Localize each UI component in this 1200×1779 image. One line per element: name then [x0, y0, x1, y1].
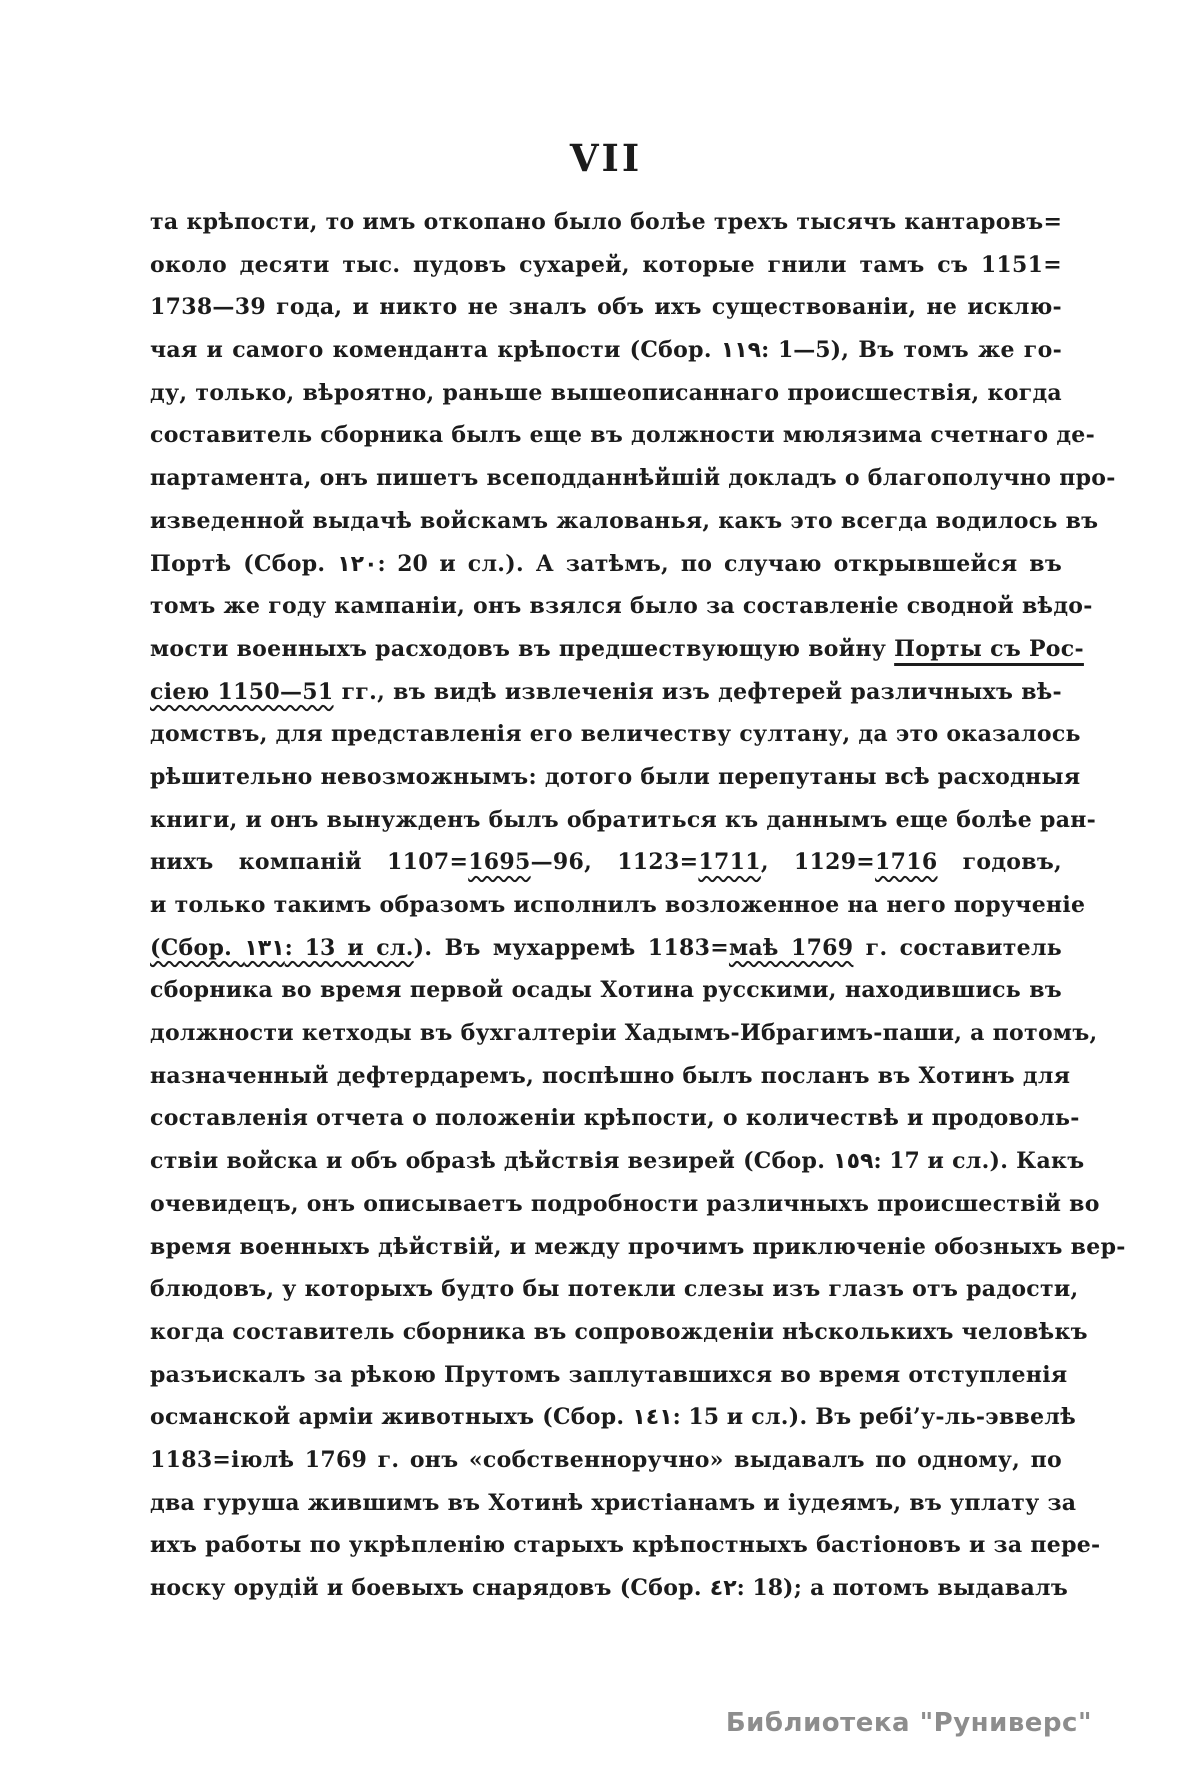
underlined-text-segment: Порты съ Рос-	[894, 635, 1084, 662]
text-line	[150, 1183, 1100, 1226]
text-segment: время военныхъ дѣйствій, и между прочимъ приключеніе обозныхъ вер-	[150, 1233, 1126, 1260]
text-segment: ду, только, вѣроятно, раньше вышеописаннаго происшествія, когда	[150, 379, 1062, 406]
text-segment: мости военныхъ расходовъ въ предшествующую войну	[150, 635, 895, 662]
text-line	[150, 329, 1062, 372]
underlined-text-segment: сіею 1150—51	[150, 678, 334, 705]
text-line	[150, 756, 1081, 799]
library-watermark: Библиотека "Руниверс"	[725, 1708, 1092, 1738]
text-segment: изведенной выдачѣ войскамъ жалованья, какъ это всегда водилось въ	[150, 507, 1099, 534]
text-segment: разъискалъ за рѣкою Прутомъ заплутавшихся во время отступленія	[150, 1361, 1068, 1388]
underlined-text-segment: (Сбор. ١٣١: 13 и сл.	[150, 934, 414, 961]
text-segment: должности кетходы въ бухгалтеріи Хадымъ-Ибрагимъ-паши, а потомъ,	[150, 1020, 1098, 1047]
underlined-text-segment: маѣ 1769	[728, 934, 854, 961]
text-line	[150, 457, 1116, 500]
text-segment: около десяти тыс. пудовъ сухарей, которые гнили тамъ съ 1151=	[150, 251, 1062, 278]
text-segment: составленія отчета о положеніи крѣпости, о количествѣ и продоволь-	[150, 1105, 1080, 1132]
text-segment: два гуруша жившимъ въ Хотинѣ христіанамъ и іудеямъ, въ уплату за	[150, 1489, 1077, 1516]
text-line	[150, 1439, 1062, 1482]
page-number-heading: VII	[569, 136, 643, 180]
text-segment: томъ же году кампаніи, онъ взялся было за составленіе сводной вѣдо-	[150, 593, 1093, 620]
text-segment: г. составитель	[853, 934, 1062, 961]
text-segment: 1738—39 года, и никто не зналъ объ ихъ существованіи, не исклю-	[150, 294, 1062, 321]
text-segment: сборника во время первой осады Хотина русскими, находившись въ	[150, 977, 1062, 1004]
text-line	[150, 1524, 1101, 1567]
text-line	[150, 884, 1086, 927]
text-segment: годовъ,	[937, 849, 1062, 876]
text-segment: та крѣпости, то имъ откопано было болѣе трехъ тысячъ кантаровъ=	[150, 209, 1063, 235]
text-line	[150, 1482, 1077, 1525]
text-line	[150, 1268, 1079, 1311]
text-segment: и только такимъ образомъ исполнилъ возложенное на него порученіе	[150, 892, 1086, 918]
text-segment: чая и самого коменданта крѣпости (Сбор. ١١٩: 1—5), Въ томъ же го-	[150, 337, 1062, 364]
text-line	[150, 244, 1062, 287]
text-segment: , 1129=	[760, 849, 876, 876]
underlined-text-segment: 1716	[875, 849, 938, 876]
text-line	[150, 1012, 1098, 1055]
text-segment: домствъ, для представленія его величеству султану, да это оказалось	[150, 721, 1081, 748]
text-line	[150, 286, 1062, 329]
text-segment: когда составитель сборника въ сопровожденіи нѣсколькихъ человѣкъ	[150, 1318, 1088, 1345]
text-segment: партамента, онъ пишетъ всеподданнѣйшій докладъ о благополучно про-	[150, 465, 1116, 492]
text-segment: —96, 1123=	[530, 849, 699, 876]
text-segment: 1183=іюлѣ 1769 г. онъ «собственноручно» выдавалъ по одному, по	[150, 1446, 1062, 1473]
text-line	[150, 671, 1062, 714]
text-line	[150, 585, 1093, 628]
text-line	[150, 841, 1062, 884]
text-segment: блюдовъ, у которыхъ будто бы потекли слезы изъ глазъ отъ радости,	[150, 1276, 1079, 1303]
text-segment: османской арміи животныхъ (Сбор. ١٤١: 15 и сл.). Въ ребі’у-ль-эввелѣ	[150, 1404, 1077, 1431]
text-segment: рѣшительно невозможнымъ: дотого были перепутаны всѣ расходныя	[150, 763, 1081, 790]
text-line	[150, 1354, 1068, 1397]
text-line	[150, 414, 1096, 457]
text-segment: носку орудій и боевыхъ снарядовъ (Сбор. ٤٢: 18); а потомъ выдавалъ	[150, 1575, 1069, 1601]
text-segment: назначенный дефтердаремъ, поспѣшно былъ посланъ въ Хотинъ для	[150, 1062, 1071, 1089]
text-line	[150, 969, 1062, 1012]
text-block	[150, 201, 1126, 1610]
text-line	[150, 628, 1084, 671]
text-line	[150, 1140, 1085, 1183]
text-line	[150, 799, 1097, 842]
text-segment: нихъ компаній 1107=	[150, 849, 469, 876]
text-segment: ихъ работы по укрѣпленію старыхъ крѣпостныхъ бастіоновъ и за пере-	[150, 1532, 1101, 1559]
text-segment: ствіи войска и объ образѣ дѣйствія везирей (Сбор. ١٥٩: 17 и сл.). Какъ	[150, 1148, 1085, 1175]
text-line	[150, 713, 1081, 756]
text-line	[150, 1097, 1080, 1140]
text-segment: составитель сборника былъ еще въ должности мюлязима счетнаго де-	[150, 422, 1096, 449]
text-line	[150, 1396, 1077, 1439]
underlined-text-segment: 1695	[468, 849, 531, 876]
text-line	[150, 372, 1062, 415]
text-line	[150, 927, 1062, 970]
text-line	[150, 1055, 1071, 1098]
text-segment: очевидецъ, онъ описываетъ подробности различныхъ происшествій во	[150, 1190, 1100, 1217]
text-line	[150, 1226, 1126, 1269]
text-line	[150, 1567, 1069, 1610]
underlined-text-segment: 1711	[698, 849, 761, 876]
text-line	[150, 543, 1062, 586]
text-segment: ). Въ мухарремѣ 1183=	[413, 934, 729, 961]
text-segment: Портѣ (Сбор. ١٢٠: 20 и сл.). А затѣмъ, по случаю открывшейся въ	[150, 550, 1063, 577]
text-segment: гг., въ видѣ извлеченія изъ дефтерей различныхъ вѣ-	[333, 678, 1062, 705]
text-line	[150, 500, 1099, 543]
text-line	[150, 201, 1062, 244]
text-line	[150, 1311, 1088, 1354]
text-segment: книги, и онъ вынужденъ былъ обратиться къ даннымъ еще болѣе ран-	[150, 806, 1097, 833]
